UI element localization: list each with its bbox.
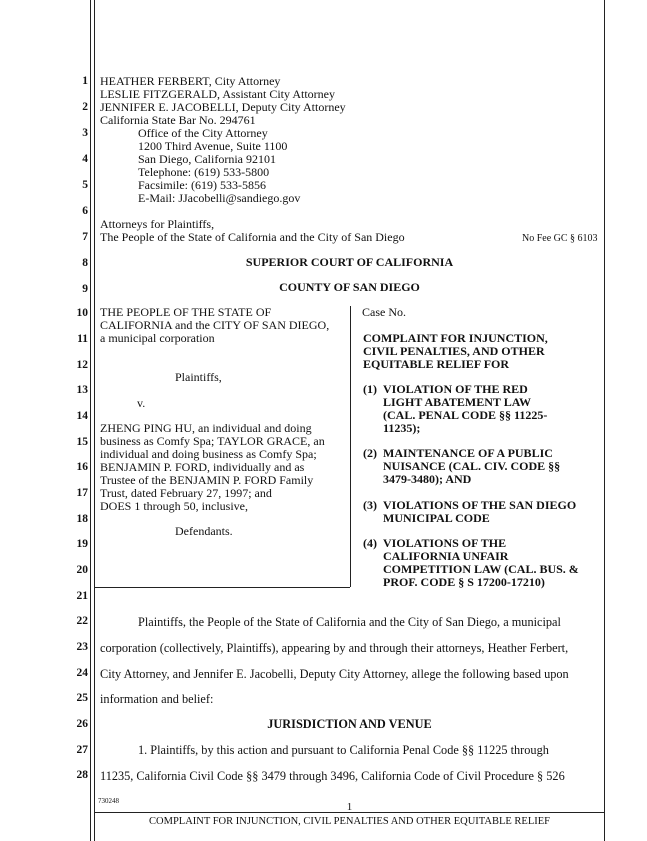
plaintiff-line: a municipal corporation bbox=[100, 331, 215, 345]
line-number: 26 bbox=[76, 718, 88, 730]
claim-line: 11235); bbox=[383, 421, 421, 435]
body-line: City Attorney, and Jennifer E. Jacobelli, Deputy City Attorney, allege the following based upon bbox=[100, 667, 569, 681]
court-name: SUPERIOR COURT OF CALIFORNIA bbox=[245, 255, 454, 269]
plaintiff-line: THE PEOPLE OF THE STATE OF bbox=[100, 305, 272, 319]
email: E-Mail: JJacobelli@sandiego.gov bbox=[138, 191, 301, 205]
line-number: 25 bbox=[76, 692, 88, 704]
line-number: 13 bbox=[76, 384, 88, 396]
line-number: 18 bbox=[76, 513, 88, 525]
claim-number: (2) bbox=[363, 446, 377, 460]
page-number: 1 bbox=[346, 801, 353, 813]
complaint-title-line: CIVIL PENALTIES, AND OTHER bbox=[363, 344, 545, 358]
line-number: 6 bbox=[82, 205, 88, 217]
line-number: 19 bbox=[76, 538, 88, 550]
defendants-label: Defendants. bbox=[175, 524, 233, 538]
body-line: information and belief: bbox=[100, 692, 214, 706]
defendant-line: business as Comfy Spa; TAYLOR GRACE, an bbox=[100, 434, 325, 448]
claim-line: NUISANCE (CAL. CIV. CODE §§ bbox=[383, 459, 561, 473]
right-margin-rule bbox=[604, 0, 605, 841]
section-heading: JURISDICTION AND VENUE bbox=[267, 717, 432, 731]
claim-line: VIOLATIONS OF THE SAN DIEGO bbox=[383, 498, 577, 512]
line-number: 9 bbox=[82, 283, 88, 295]
defendant-line: Trust, dated February 27, 1997; and bbox=[100, 486, 272, 500]
office-name: Office of the City Attorney bbox=[138, 126, 268, 140]
body-line: corporation (collectively, Plaintiffs), appearing by and through their attorneys, Heather Ferbert, bbox=[100, 641, 569, 655]
caption-bottom-rule bbox=[95, 587, 350, 588]
telephone: Telephone: (619) 533-5800 bbox=[138, 165, 270, 179]
line-number: 11 bbox=[77, 333, 88, 345]
claim-line: MUNICIPAL CODE bbox=[383, 511, 490, 525]
caption-divider bbox=[350, 306, 351, 587]
versus: v. bbox=[137, 396, 146, 410]
complaint-title-line: COMPLAINT FOR INJUNCTION, bbox=[363, 331, 548, 345]
body-line: 1. Plaintiffs, by this action and pursuant to California Penal Code §§ 11225 through bbox=[138, 743, 549, 757]
line-number: 5 bbox=[82, 179, 88, 191]
line-number: 27 bbox=[76, 744, 88, 756]
city-address: San Diego, California 92101 bbox=[138, 152, 276, 166]
defendant-line: Trustee of the BENJAMIN P. FORD Family bbox=[100, 473, 314, 487]
line-number: 24 bbox=[76, 667, 88, 679]
claim-line: MAINTENANCE OF A PUBLIC bbox=[383, 446, 553, 460]
defendant-line: individual and doing business as Comfy Spa; bbox=[100, 447, 317, 461]
claim-line: 3479-3480); AND bbox=[383, 472, 472, 486]
street-address: 1200 Third Avenue, Suite 1100 bbox=[138, 139, 288, 153]
claim-line: VIOLATION OF THE RED bbox=[383, 382, 528, 396]
plaintiff-line: CALIFORNIA and the CITY OF SAN DIEGO, bbox=[100, 318, 330, 332]
line-number: 23 bbox=[76, 641, 88, 653]
line-number: 1 bbox=[82, 75, 88, 87]
attorney-name: LESLIE FITZGERALD, Assistant City Attorney bbox=[100, 87, 335, 101]
defendant-line: DOES 1 through 50, inclusive, bbox=[100, 499, 248, 513]
line-number: 12 bbox=[76, 359, 88, 371]
body-line: Plaintiffs, the People of the State of California and the City of San Diego, a municipal bbox=[138, 615, 561, 629]
line-number: 3 bbox=[82, 127, 88, 139]
claim-number: (3) bbox=[363, 498, 377, 512]
line-number: 16 bbox=[76, 461, 88, 473]
defendant-line: ZHENG PING HU, an individual and doing bbox=[100, 421, 312, 435]
body-line: 11235, California Civil Code §§ 3479 through 3496, California Code of Civil Procedure § 526 bbox=[100, 769, 565, 783]
line-number: 2 bbox=[82, 101, 88, 113]
document-id: 730248 bbox=[98, 797, 119, 805]
defendant-line: BENJAMIN P. FORD, individually and as bbox=[100, 460, 305, 474]
complaint-title-line: EQUITABLE RELIEF FOR bbox=[363, 357, 510, 371]
attorneys-for-parties: The People of the State of California and the City of San Diego bbox=[100, 230, 405, 244]
claim-number: (4) bbox=[363, 536, 377, 550]
left-margin-rule-inner bbox=[94, 0, 95, 841]
line-number: 14 bbox=[76, 410, 88, 422]
claim-line: LIGHT ABATEMENT LAW bbox=[383, 395, 532, 409]
line-number: 8 bbox=[82, 257, 88, 269]
bar-number: California State Bar No. 294761 bbox=[100, 113, 256, 127]
facsimile: Facsimile: (619) 533-5856 bbox=[138, 178, 266, 192]
line-number: 20 bbox=[76, 564, 88, 576]
claim-line: CALIFORNIA UNFAIR bbox=[383, 549, 509, 563]
fee-note: No Fee GC § 6103 bbox=[522, 233, 598, 244]
attorney-name: HEATHER FERBERT, City Attorney bbox=[100, 74, 281, 88]
case-number-label: Case No. bbox=[362, 305, 406, 319]
line-number: 22 bbox=[76, 615, 88, 627]
footer-rule bbox=[95, 812, 604, 813]
claim-line: COMPETITION LAW (CAL. BUS. & bbox=[383, 562, 579, 576]
attorney-name: JENNIFER E. JACOBELLI, Deputy City Attorney bbox=[100, 100, 346, 114]
line-number: 17 bbox=[76, 487, 88, 499]
claim-line: PROF. CODE § S 17200-17210) bbox=[383, 575, 545, 589]
attorneys-for-label: Attorneys for Plaintiffs, bbox=[100, 217, 215, 231]
court-county: COUNTY OF SAN DIEGO bbox=[279, 280, 420, 294]
left-margin-rule bbox=[90, 0, 91, 841]
line-number: 7 bbox=[82, 231, 88, 243]
line-number: 4 bbox=[82, 153, 88, 165]
claim-line: VIOLATIONS OF THE bbox=[383, 536, 507, 550]
line-number: 21 bbox=[76, 590, 88, 602]
line-number: 15 bbox=[76, 436, 88, 448]
claim-number: (1) bbox=[363, 382, 377, 396]
line-number: 10 bbox=[76, 307, 88, 319]
line-number: 28 bbox=[76, 769, 88, 781]
claim-line: (CAL. PENAL CODE §§ 11225- bbox=[383, 408, 548, 422]
footer-title: COMPLAINT FOR INJUNCTION, CIVIL PENALTIES AND OTHER EQUITABLE RELIEF bbox=[149, 816, 550, 827]
plaintiffs-label: Plaintiffs, bbox=[175, 370, 222, 384]
